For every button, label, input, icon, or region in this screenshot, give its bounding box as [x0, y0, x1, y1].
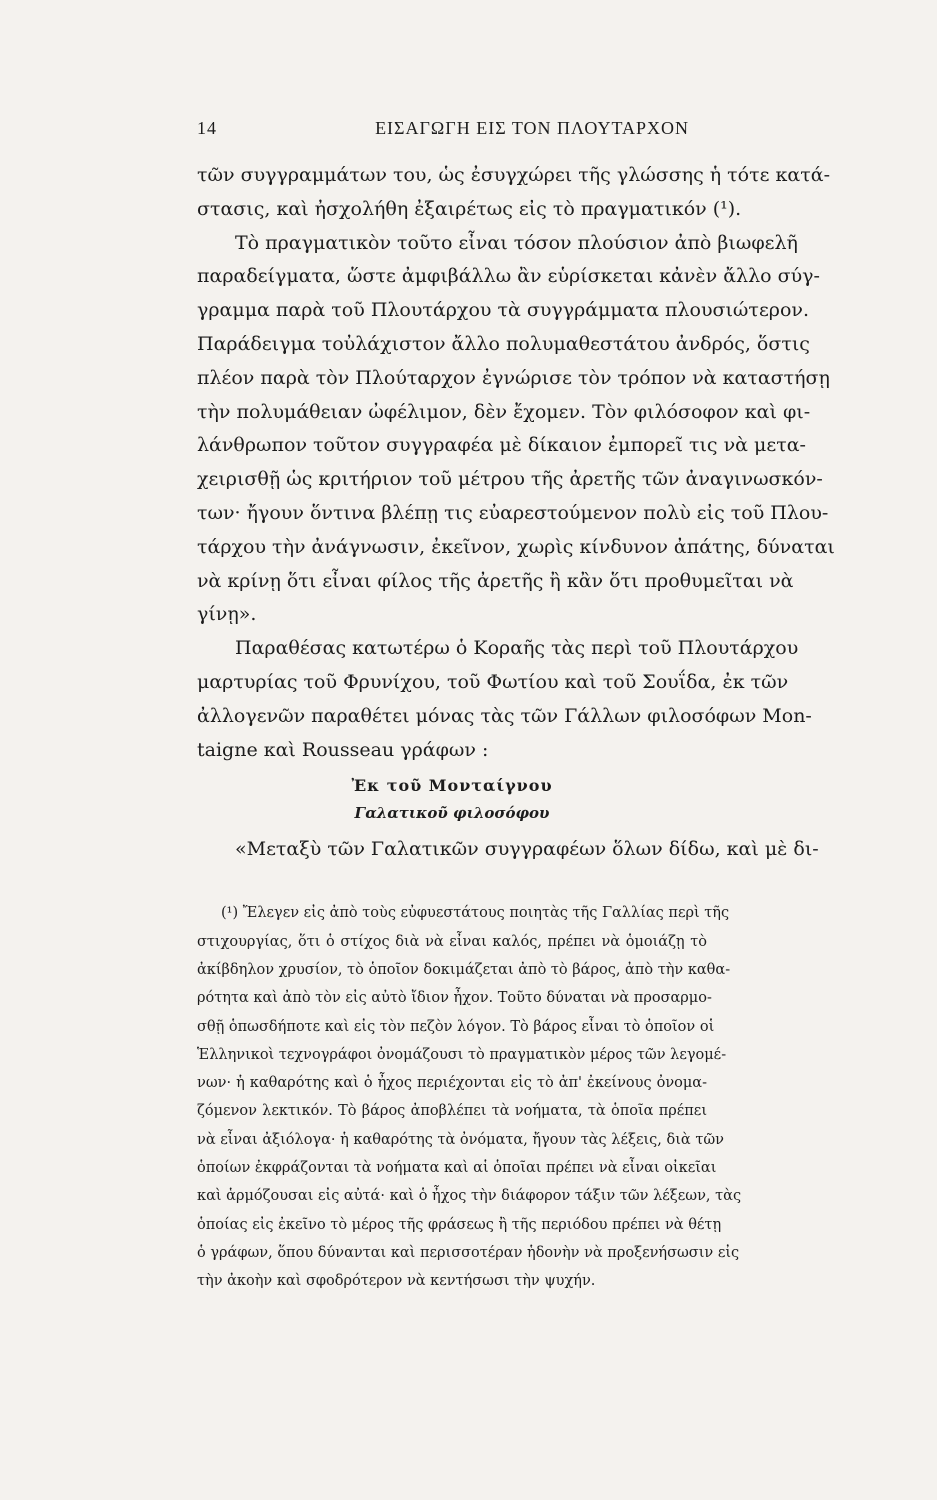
footnote-line: τὴν ἀκοὴν καὶ σφοδρότερον νὰ κεντήσωσι τὴν ψυχήν. — [197, 1273, 596, 1290]
footnote-line: σθῇ ὁπωσδήποτε καὶ εἰς τὸν πεζὸν λόγον. Τὸ βάρος εἶναι τὸ ὁποῖον οἱ — [197, 1018, 715, 1035]
footnote-line: ζόμενον λεκτικόν. Τὸ βάρος ἀποβλέπει τὰ νοήματα, τὰ ὁποῖα πρέπει — [197, 1103, 707, 1120]
text-line: των· ἤγουν ὅντινα βλέπῃ τις εὐαρεστούμενον πολὺ εἰς τοῦ Πλου- — [197, 501, 829, 524]
text-line: νὰ κρίνῃ ὅτι εἶναι φίλος τῆς ἀρετῆς ἢ κἂν ὅτι προθυμεῖται νὰ — [197, 569, 794, 592]
text-line: τῶν συγγραμμάτων του, ὡς ἐσυγχώρει τῆς γλώσσης ἡ τότε κατά- — [197, 164, 830, 186]
text-line: πλέον παρὰ τὸν Πλούταρχον ἐγνώρισε τὸν τρόπον νὰ καταστήσῃ — [197, 366, 830, 389]
text-line: τάρχου τὴν ἀνάγνωσιν, ἐκεῖνον, χωρὶς κίνδυνον ἀπάτης, δύναται — [197, 535, 835, 558]
footnotes — [197, 899, 742, 1295]
text-line: taigne καὶ Rousseau γράφων : — [197, 738, 489, 761]
text-line: γίνῃ». — [197, 603, 257, 626]
footnote-line: ρότητα καὶ ἀπὸ τὸν εἰς αὐτὸ ἴδιον ἦχον. Τοῦτο δύναται νὰ προσαρμο- — [197, 990, 712, 1007]
text-line: γραμμα παρὰ τοῦ Πλουτάρχου τὰ συγγράμματα πλουσιώτερον. — [197, 299, 809, 322]
footnote-line: ὁποίων ἐκφράζονται τὰ νοήματα καὶ αἱ ὁποῖαι πρέπει νὰ εἶναι οἰκεῖαι — [197, 1160, 717, 1177]
footnote-line: (¹) Ἔλεγεν εἰς ἀπὸ τοὺς εὐφυεστάτους ποιητὰς τῆς Γαλλίας περὶ τῆς — [221, 905, 730, 922]
footnote-line: νὰ εἶναι ἀξιόλογα· ἡ καθαρότης τὰ ὀνόματα, ἤγουν τὰς λέξεις, διὰ τῶν — [197, 1131, 724, 1148]
text-line: Παράδειγμα τοὐλάχιστον ἄλλο πολυμαθεστάτου ἀνδρός, ὅστις — [197, 332, 810, 355]
footnote-line: Ἑλληνικοὶ τεχνογράφοι ὀνομάζουσι τὸ πραγματικὸν μέρος τῶν λεγομέ- — [197, 1046, 727, 1063]
main-text — [197, 159, 835, 767]
section-subheading: Γαλατικοῦ φιλοσόφου — [354, 804, 550, 823]
footnote-line: ὁποίας εἰς ἐκεῖνο τὸ μέρος τῆς φράσεως ἢ τῆς περιόδου πρέπει νὰ θέτῃ — [197, 1216, 722, 1233]
footnote-line: ὁ γράφων, ὅπου δύνανται καὶ περισσοτέραν ἡδονὴν νὰ προξενήσωσιν εἰς — [197, 1244, 740, 1261]
quote-line: «Μεταξὺ τῶν Γαλατικῶν συγγραφέων ὅλων δίδω, καὶ μὲ δι- — [235, 838, 819, 861]
text-line: στασις, καὶ ἠσχολήθη ἐξαιρέτως εἰς τὸ πραγματικόν (¹). — [197, 197, 742, 220]
text-line: ἀλλογενῶν παραθέτει μόνας τὰς τῶν Γάλλων φιλοσόφων Mon- — [197, 704, 812, 727]
text-line: Τὸ πραγματικὸν τοῦτο εἶναι τόσον πλούσιον ἀπὸ βιωφελῆ — [235, 231, 798, 254]
running-title: ΕΙΣΑΓΩΓΗ ΕΙΣ ΤΟΝ ΠΛΟΥΤΑΡΧΟΝ — [375, 118, 689, 138]
section-heading: Ἐκ τοῦ Μονταίγνου — [351, 776, 553, 796]
running-header — [197, 118, 707, 139]
footnote-line: ἀκίβδηλον χρυσίον, τὸ ὁποῖον δοκιμάζεται ἀπὸ τὸ βάρος, ἀπὸ τὴν καθα- — [197, 961, 731, 978]
footnote-line: στιχουργίας, ὅτι ὁ στίχος διὰ νὰ εἶναι καλός, πρέπει νὰ ὁμοιάζῃ τὸ — [197, 933, 707, 950]
text-line: τὴν πολυμάθειαν ὠφέλιμον, δὲν ἔχομεν. Τὸν φιλόσοφον καὶ φι- — [197, 400, 811, 423]
text-line: παραδείγματα, ὥστε ἀμφιβάλλω ἂν εὑρίσκεται κἀνὲν ἄλλο σύγ- — [197, 265, 820, 288]
book-page — [197, 118, 835, 1296]
text-line: λάνθρωπον τοῦτον συγγραφέα μὲ δίκαιον ἐμπορεῖ τις νὰ μετα- — [197, 434, 806, 457]
page-number: 14 — [197, 118, 217, 138]
footnote-line: νων· ἡ καθαρότης καὶ ὁ ἦχος περιέχονται εἰς τὸ ἀπ' ἐκείνους ὀνομα- — [197, 1075, 707, 1092]
footnote-line: καὶ ἁρμόζουσαι εἰς αὐτά· καὶ ὁ ἦχος τὴν διάφορον τάξιν τῶν λέξεων, τὰς — [197, 1188, 742, 1205]
text-line: χειρισθῇ ὡς κριτήριον τοῦ μέτρου τῆς ἀρετῆς τῶν ἀναγινωσκόν- — [197, 468, 823, 491]
text-line: μαρτυρίας τοῦ Φρυνίχου, τοῦ Φωτίου καὶ τοῦ Σουΐδα, ἐκ τῶν — [197, 670, 789, 693]
text-line: Παραθέσας κατωτέρω ὁ Κοραῆς τὰς περὶ τοῦ Πλουτάρχου — [235, 637, 799, 660]
